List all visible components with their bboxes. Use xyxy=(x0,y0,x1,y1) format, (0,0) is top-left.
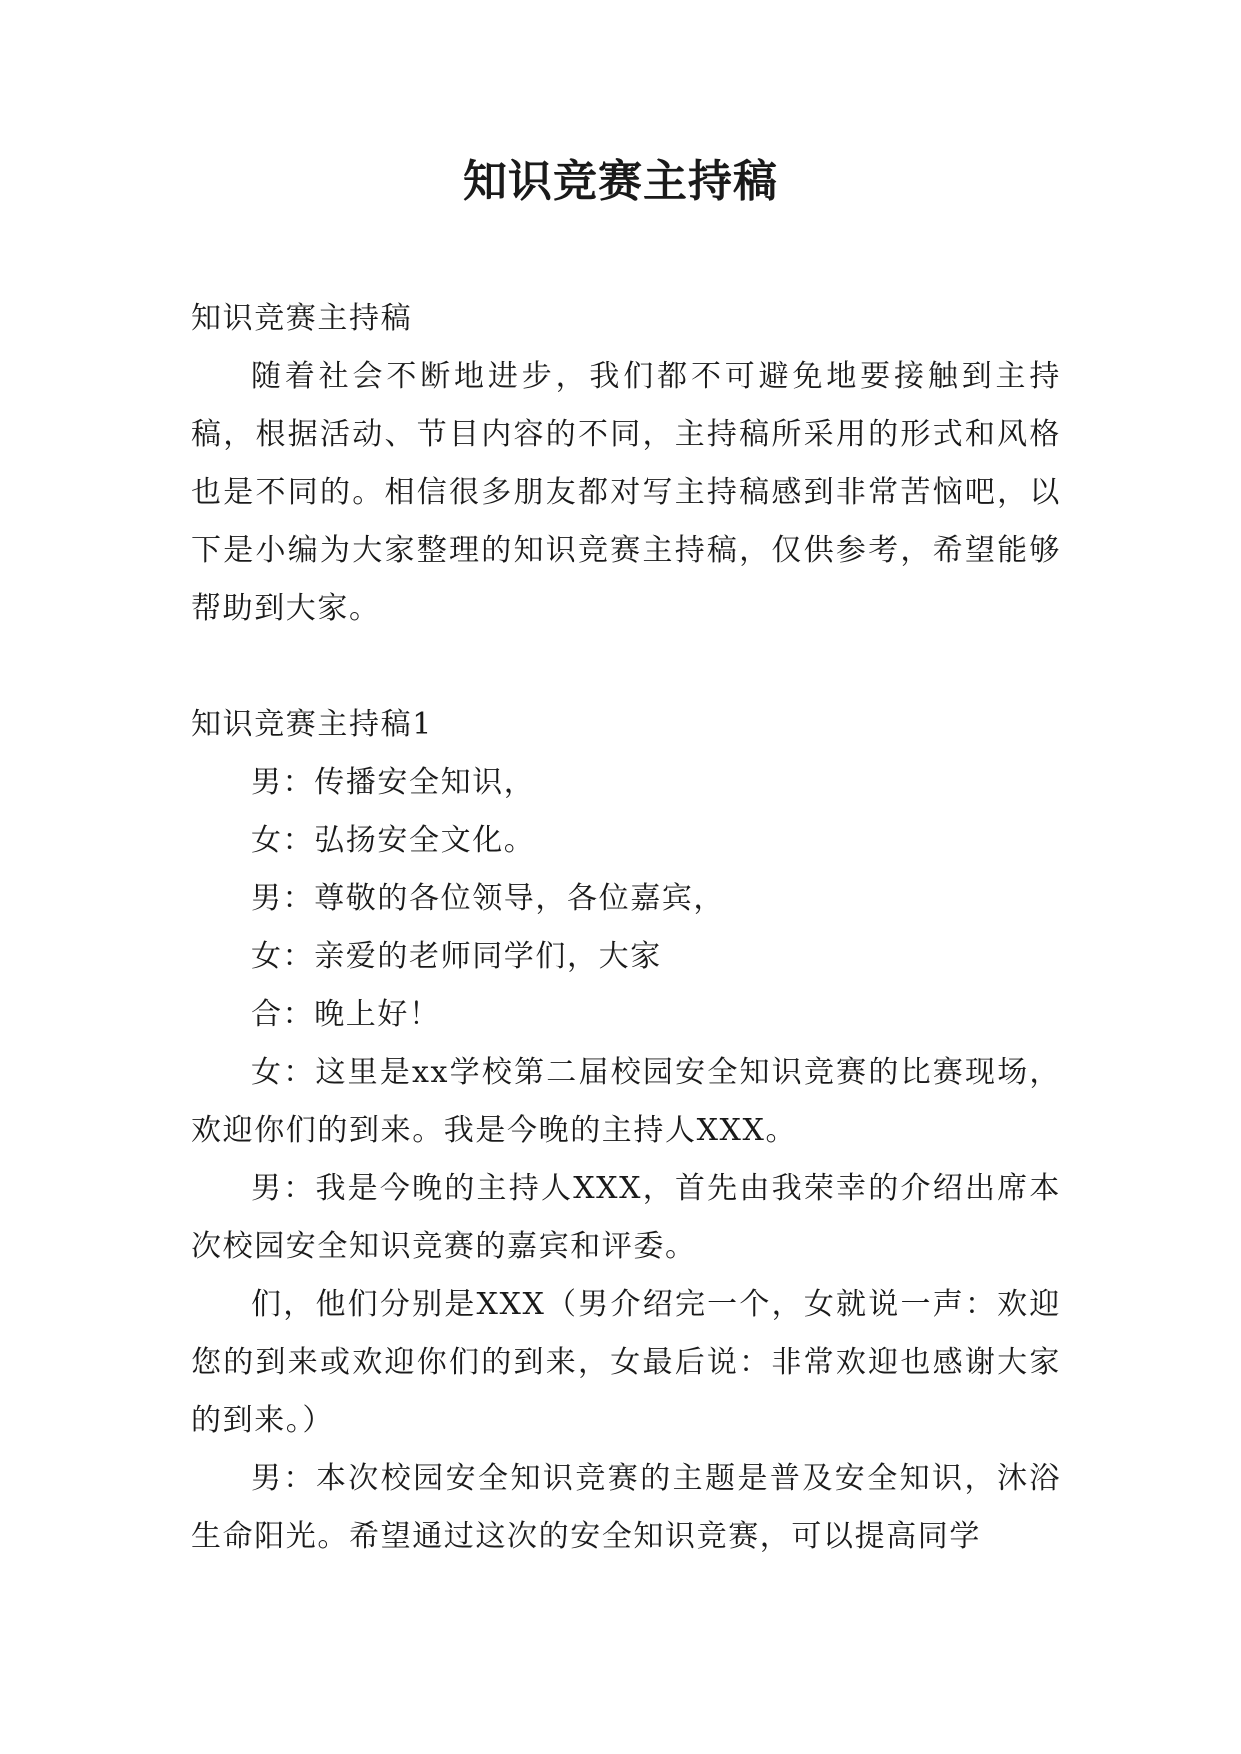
paragraph-spacer xyxy=(191,638,1061,696)
intro-paragraph: 随着社会不断地进步，我们都不可避免地要接触到主持稿，根据活动、节目内容的不同，主持稿所采用的形式和风格也是不同的。相信很多朋友都对写主持稿感到非常苦恼吧，以下是小编为大家整理的知识竞赛主持稿，仅供参考，希望能够帮助到大家。 xyxy=(191,359,1061,626)
script-line: 女：这里是xx学校第二届校园安全知识竞赛的比赛现场，欢迎你们的到来。我是今晚的主持人XXX。 xyxy=(191,1055,1061,1148)
script-line: 男：我是今晚的主持人XXX，首先由我荣幸的介绍出席本次校园安全知识竞赛的嘉宾和评委。 xyxy=(191,1171,1061,1264)
script-line: 们，他们分别是XXX（男介绍完一个，女就说一声：欢迎您的到来或欢迎你们的到来，女最后说：非常欢迎也感谢大家的到来。） xyxy=(191,1287,1061,1438)
script-line: 女：亲爱的老师同学们，大家 xyxy=(251,939,662,974)
script-line: 男：尊敬的各位领导，各位嘉宾， xyxy=(251,881,725,916)
document-body xyxy=(191,290,1061,1566)
script-line: 男：传播安全知识， xyxy=(251,765,536,800)
script-line: 男：本次校园安全知识竞赛的主题是普及安全知识，沐浴生命阳光。希望通过这次的安全知识竞赛，可以提高同学 xyxy=(191,1461,1061,1554)
document-title: 知识竞赛主持稿 xyxy=(463,156,778,207)
script-subheading: 知识竞赛主持稿1 xyxy=(191,707,433,742)
script-line: 女：弘扬安全文化。 xyxy=(251,823,536,858)
section-heading: 知识竞赛主持稿 xyxy=(191,301,413,336)
script-line: 合：晚上好！ xyxy=(251,997,441,1032)
